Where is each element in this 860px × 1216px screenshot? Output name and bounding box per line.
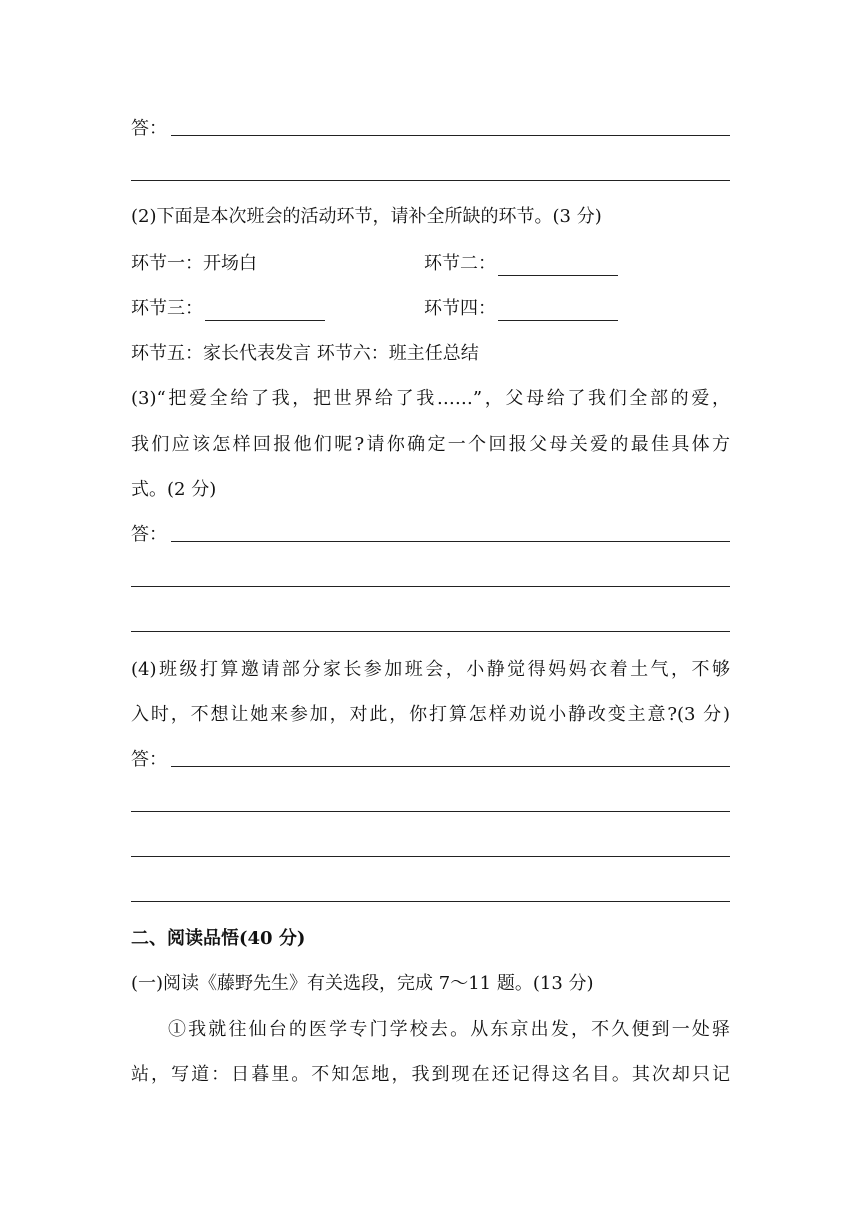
- step-4: [424, 297, 618, 321]
- step-3-blank[interactable]: [205, 298, 325, 321]
- step-4-label: 环节四：: [424, 298, 496, 319]
- question-3-line-1: (3)“把爱全给了我，把世界给了我……”，父母给了我们全部的爱，: [131, 388, 730, 409]
- step-2-blank[interactable]: [498, 253, 618, 276]
- step-3-label: 环节三：: [131, 298, 203, 319]
- reading-paragraph-line-2: 站，写道：日暮里。不知怎地，我到现在还记得这名目。其次却只记: [131, 1064, 730, 1085]
- question-2-text: (2)下面是本次班会的活动环节，请补全所缺的环节。(3 分): [131, 206, 602, 227]
- answer-line[interactable]: [131, 856, 730, 857]
- reading-paragraph-line-1: ①我就往仙台的医学专门学校去。从东京出发，不久便到一处驿: [168, 1019, 730, 1040]
- question-3-line-2: 我们应该怎样回报他们呢?请你确定一个回报父母关爱的最佳具体方: [131, 434, 730, 455]
- answer-line[interactable]: [131, 901, 730, 902]
- section-heading: 二、阅读品悟(40 分): [131, 928, 306, 949]
- step-2: [424, 252, 618, 276]
- answer-line[interactable]: [131, 586, 730, 587]
- answer-label-q4: 答：: [131, 749, 167, 770]
- step-2-label: 环节二：: [424, 253, 496, 274]
- answer-line[interactable]: [171, 135, 730, 136]
- step-4-blank[interactable]: [498, 298, 618, 321]
- question-3-line-3: 式。(2 分): [131, 479, 217, 500]
- answer-line[interactable]: [131, 631, 730, 632]
- steps-5-6: 环节五：家长代表发言 环节六：班主任总结: [131, 343, 479, 364]
- answer-line[interactable]: [171, 541, 730, 542]
- step-3: [131, 297, 325, 321]
- answer-line[interactable]: [171, 766, 730, 767]
- answer-line[interactable]: [131, 180, 730, 181]
- step-1: 环节一：开场白: [131, 253, 257, 274]
- answer-label-top: 答：: [131, 118, 167, 139]
- answer-label-q3: 答：: [131, 524, 167, 545]
- question-4-line-1: (4)班级打算邀请部分家长参加班会，小静觉得妈妈衣着土气，不够: [131, 659, 730, 680]
- answer-line[interactable]: [131, 811, 730, 812]
- section-subheading: (一)阅读《藤野先生》有关选段，完成 7～11 题。(13 分): [131, 973, 594, 994]
- question-4-line-2: 入时，不想让她来参加，对此，你打算怎样劝说小静改变主意?(3 分): [131, 704, 730, 725]
